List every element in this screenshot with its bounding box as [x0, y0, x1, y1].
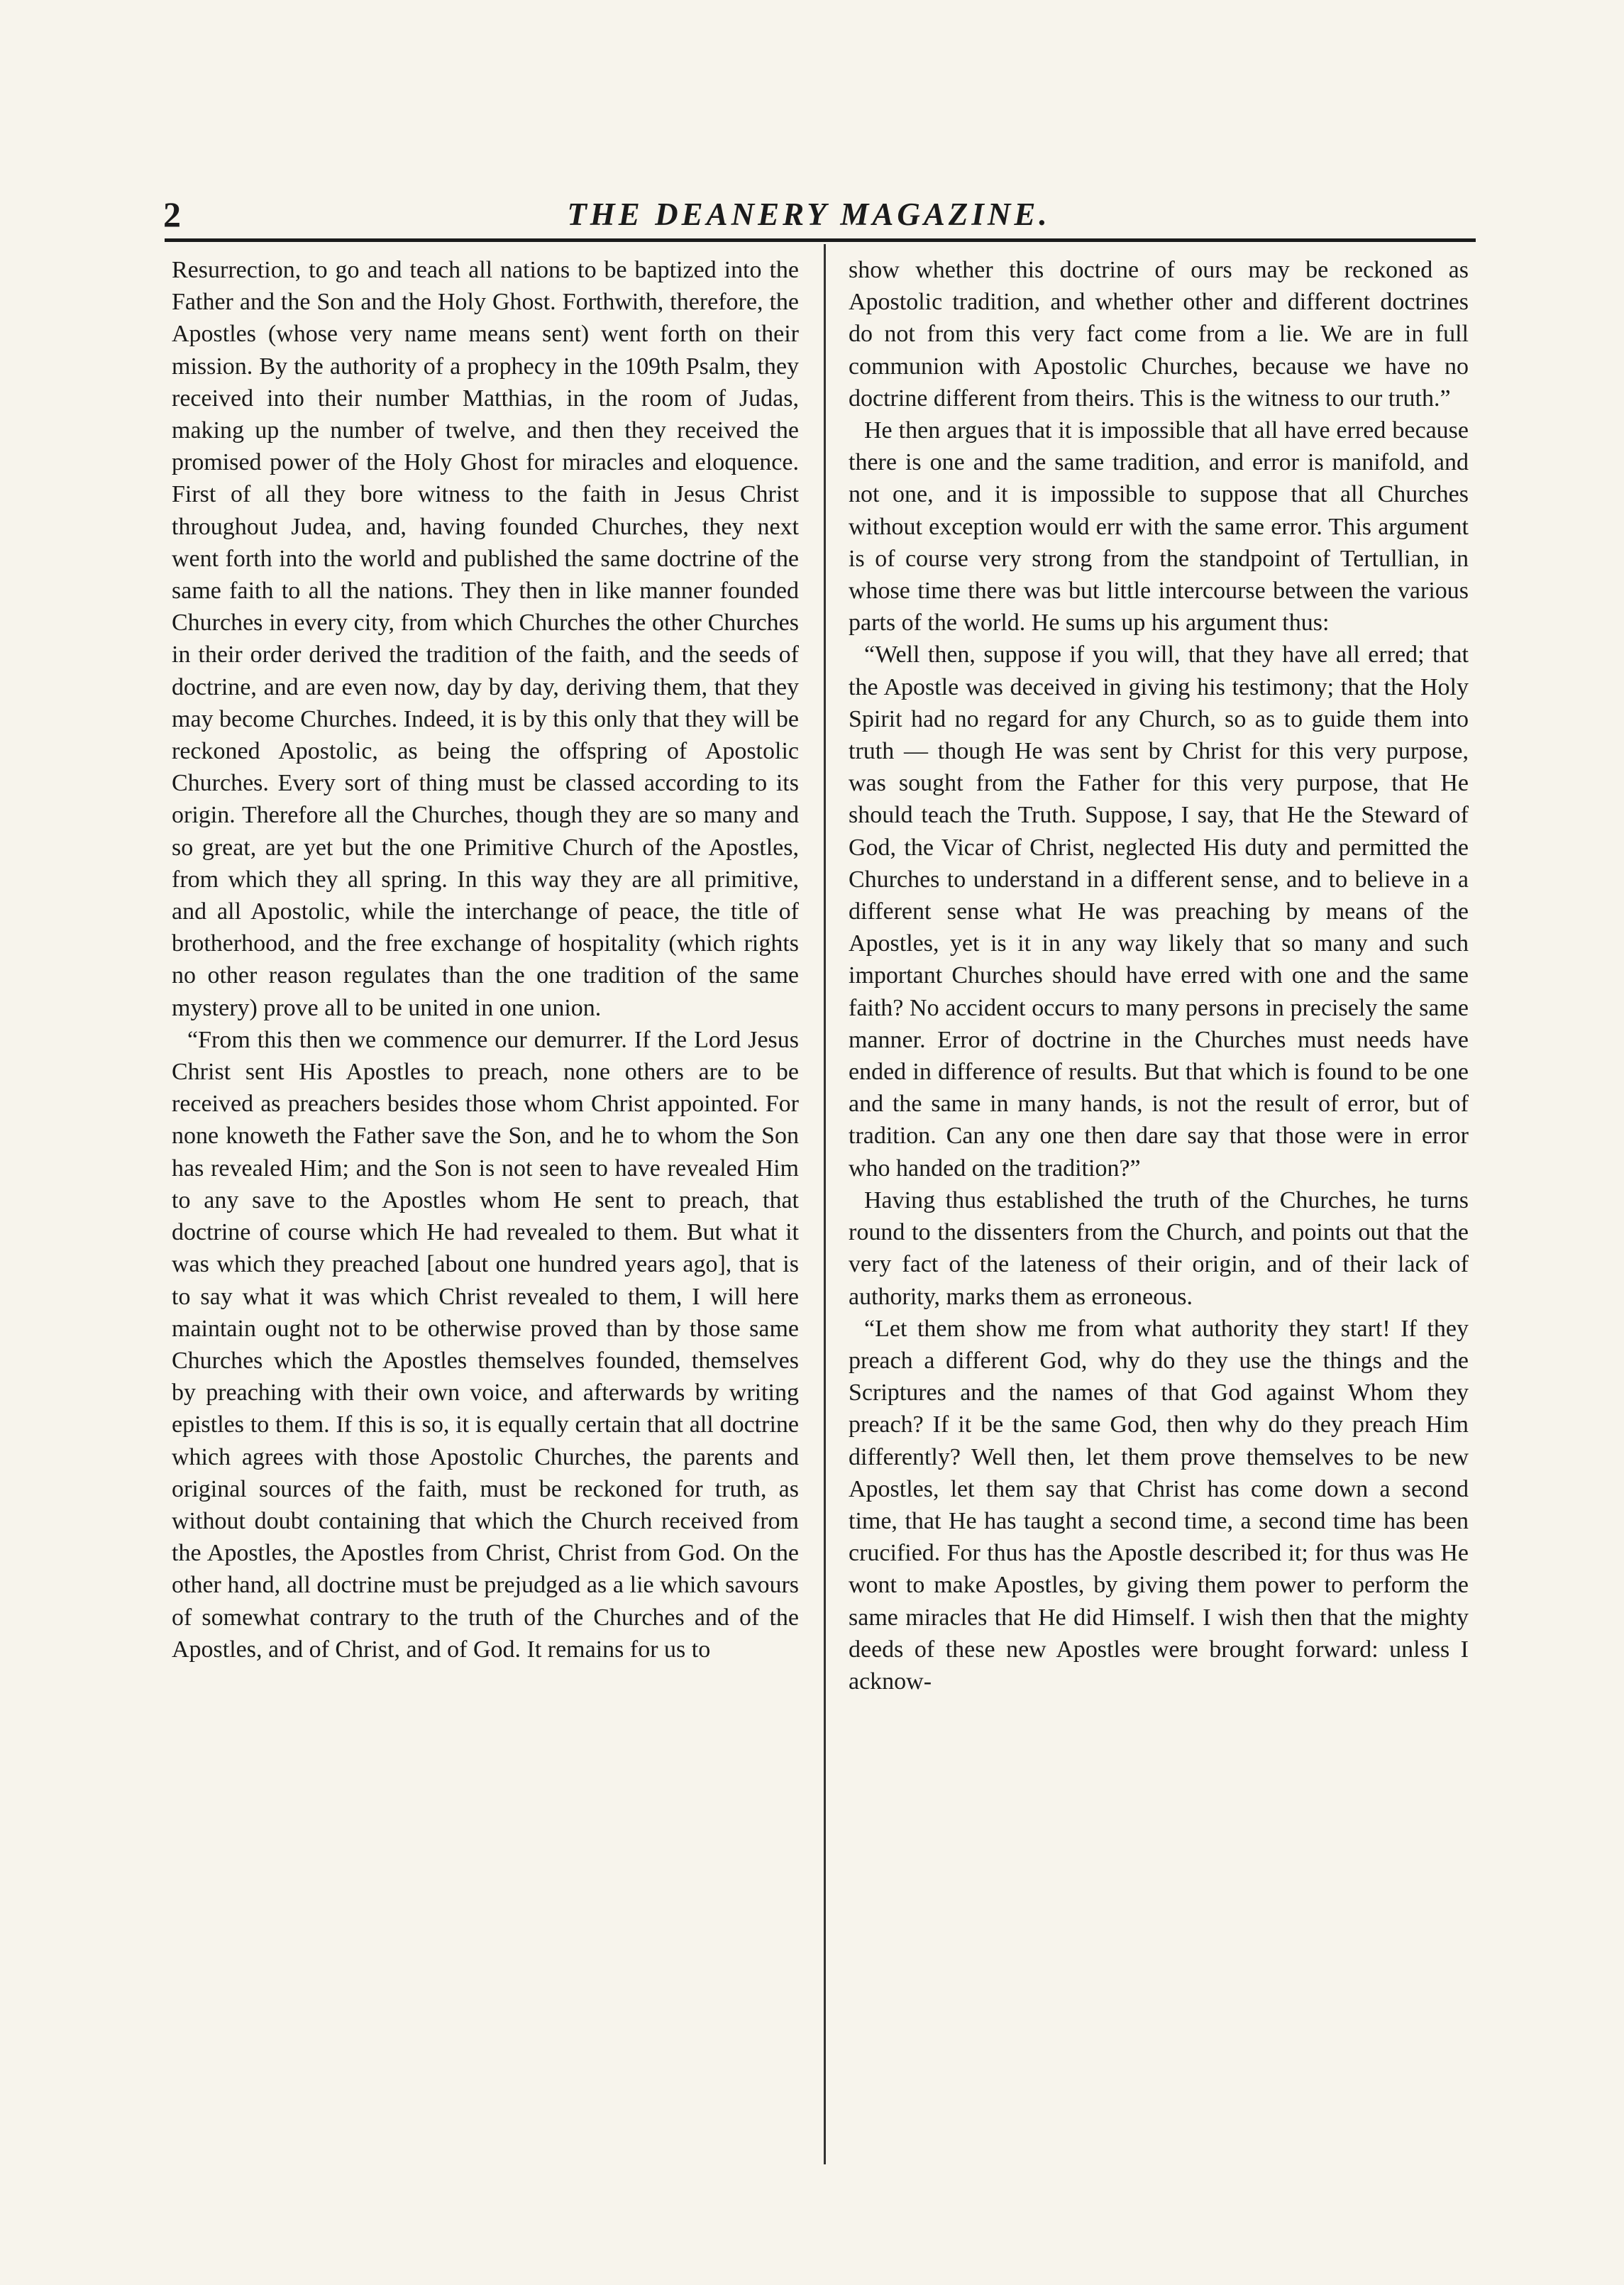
paragraph: Having thus established the truth of the Churches, he turns round to the dissenters from the Church, and points out that the very fact of the lateness of their origin, and of their lack of authority, marks them as erroneous.: [849, 1186, 1469, 1310]
running-title: THE DEANERY MAGAZINE.: [567, 197, 1051, 232]
paragraph: He then argues that it is impossible that all have erred because there is one and the same tradition, and error is manifold, and not one, and it is impossible to suppose that all Churches without exception would err with the same error. This argument is of course very strong from the standpoint of Tertullian, in whose time there was but little intercourse between the various parts of the world. He sums up his argument thus:: [849, 417, 1469, 637]
paragraph: Resurrection, to go and teach all nations to be baptized into the Father and the Son and the Holy Ghost. Forthwith, therefore, the Apostles (whose very name means sent) went forth on their mission. By the authority of a prophecy in the 109th Psalm, they received into their number Matthias, in the room of Judas, making up the number of twelve, and then they received the promised power of the Holy Ghost for miracles and eloquence. First of all they bore witness to the faith in Jesus Christ throughout Judea, and, having founded Churches, they next went forth into the world and published the same doctrine of the same faith to all the nations. They then in like manner founded Churches in every city, from which Churches the other Churches in their order derived the tradition of the faith, and the seeds of doctrine, and are even now, day by day, deriving them, that they may become Churches. Indeed, it is by this only that they will be reckoned Apostolic, as being the offspring of Apostolic Churches. Every sort of thing must be classed according to its origin. Therefore all the Churches, though they are so many and so great, are yet but the one Primitive Church of the Apostles, from which they all spring. In this way they are all primitive, and all Apostolic, while the interchange of peace, the title of brotherhood, and the free exchange of hospitality (which rights no other reason regulates than the one tradition of the same mystery) prove all to be united in one union.: [172, 257, 799, 1021]
running-head: [142, 193, 1476, 236]
paragraph: “Well then, suppose if you will, that they have all erred; that the Apostle was deceived in giving his testimony; that the Holy Spirit had no regard for any Church, so as to guide them into truth — though He was sent by Christ for this very purpose, was sought from the Father for this very purpose, that He should teach the Truth. Suppose, I say, that He the Steward of God, the Vicar of Christ, neglected His duty and permitted the Churches to understand in a different sense, and to believe in a different sense what He was preaching by means of the Apostles, yet is it in any way likely that so many and such important Churches should have erred with one and the same faith? No accident occurs to many persons in precisely the same manner. Error of doctrine in the Churches must needs have ended in difference of results. But that which is found to be one and the same in many hands, is not the result of error, but of tradition. Can any one then dare say that those were in error who handed on the tradition?”: [849, 642, 1469, 1182]
column-divider: [824, 244, 826, 2164]
right-column: [849, 254, 1469, 1697]
paragraph: “Let them show me from what authority they start! If they preach a different God, why do they use the things and the Scriptures and the names of that God against Whom they preach? If it be the same God, then why do they preach Him differently? Well then, let them prove themselves to be new Apostles, let them say that Christ has come down a second time, that He has taught a second time, a second time has been crucified. For thus has the Apostle described it; for thus was He wont to make Apostles, by giving them power to perform the same miracles that He did Himself. I wish then that the mighty deeds of these new Apostles were brought forward: unless I acknow-: [849, 1315, 1469, 1695]
paragraph: “From this then we commence our demurrer. If the Lord Jesus Christ sent His Apostles to preach, none others are to be received as preachers besides those whom Christ appointed. For none knoweth the Father save the Son, and he to whom the Son has revealed Him; and the Son is not seen to have revealed Him to any save to the Apostles whom He sent to preach, that doctrine of course which He had revealed to them. But what it was which they preached [about one hundred years ago], that is to say what it was which Christ revealed to them, I will here maintain ought not to be otherwise proved than by those same Churches which the Apostles themselves founded, themselves by preaching with their own voice, and afterwards by writing epistles to them. If this is so, it is equally certain that all doctrine which agrees with those Apostolic Churches, the parents and original sources of the faith, must be reckoned for truth, as without doubt containing that which the Church received from the Apostles, the Apostles from Christ, Christ from God. On the other hand, all doctrine must be prejudged as a lie which savours of somewhat contrary to the truth of the Churches and of the Apostles, and of Christ, and of God. It remains for us to: [172, 1026, 799, 1663]
left-column: [172, 254, 799, 1665]
paragraph: show whether this doctrine of ours may be reckoned as Apostolic tradition, and whether other and different doctrines do not from this very fact come from a lie. We are in full communion with Apostolic Churches, because we have no doctrine different from theirs. This is the witness to our truth.”: [849, 257, 1469, 412]
page-number: 2: [163, 194, 181, 234]
header-rule: [165, 238, 1476, 242]
